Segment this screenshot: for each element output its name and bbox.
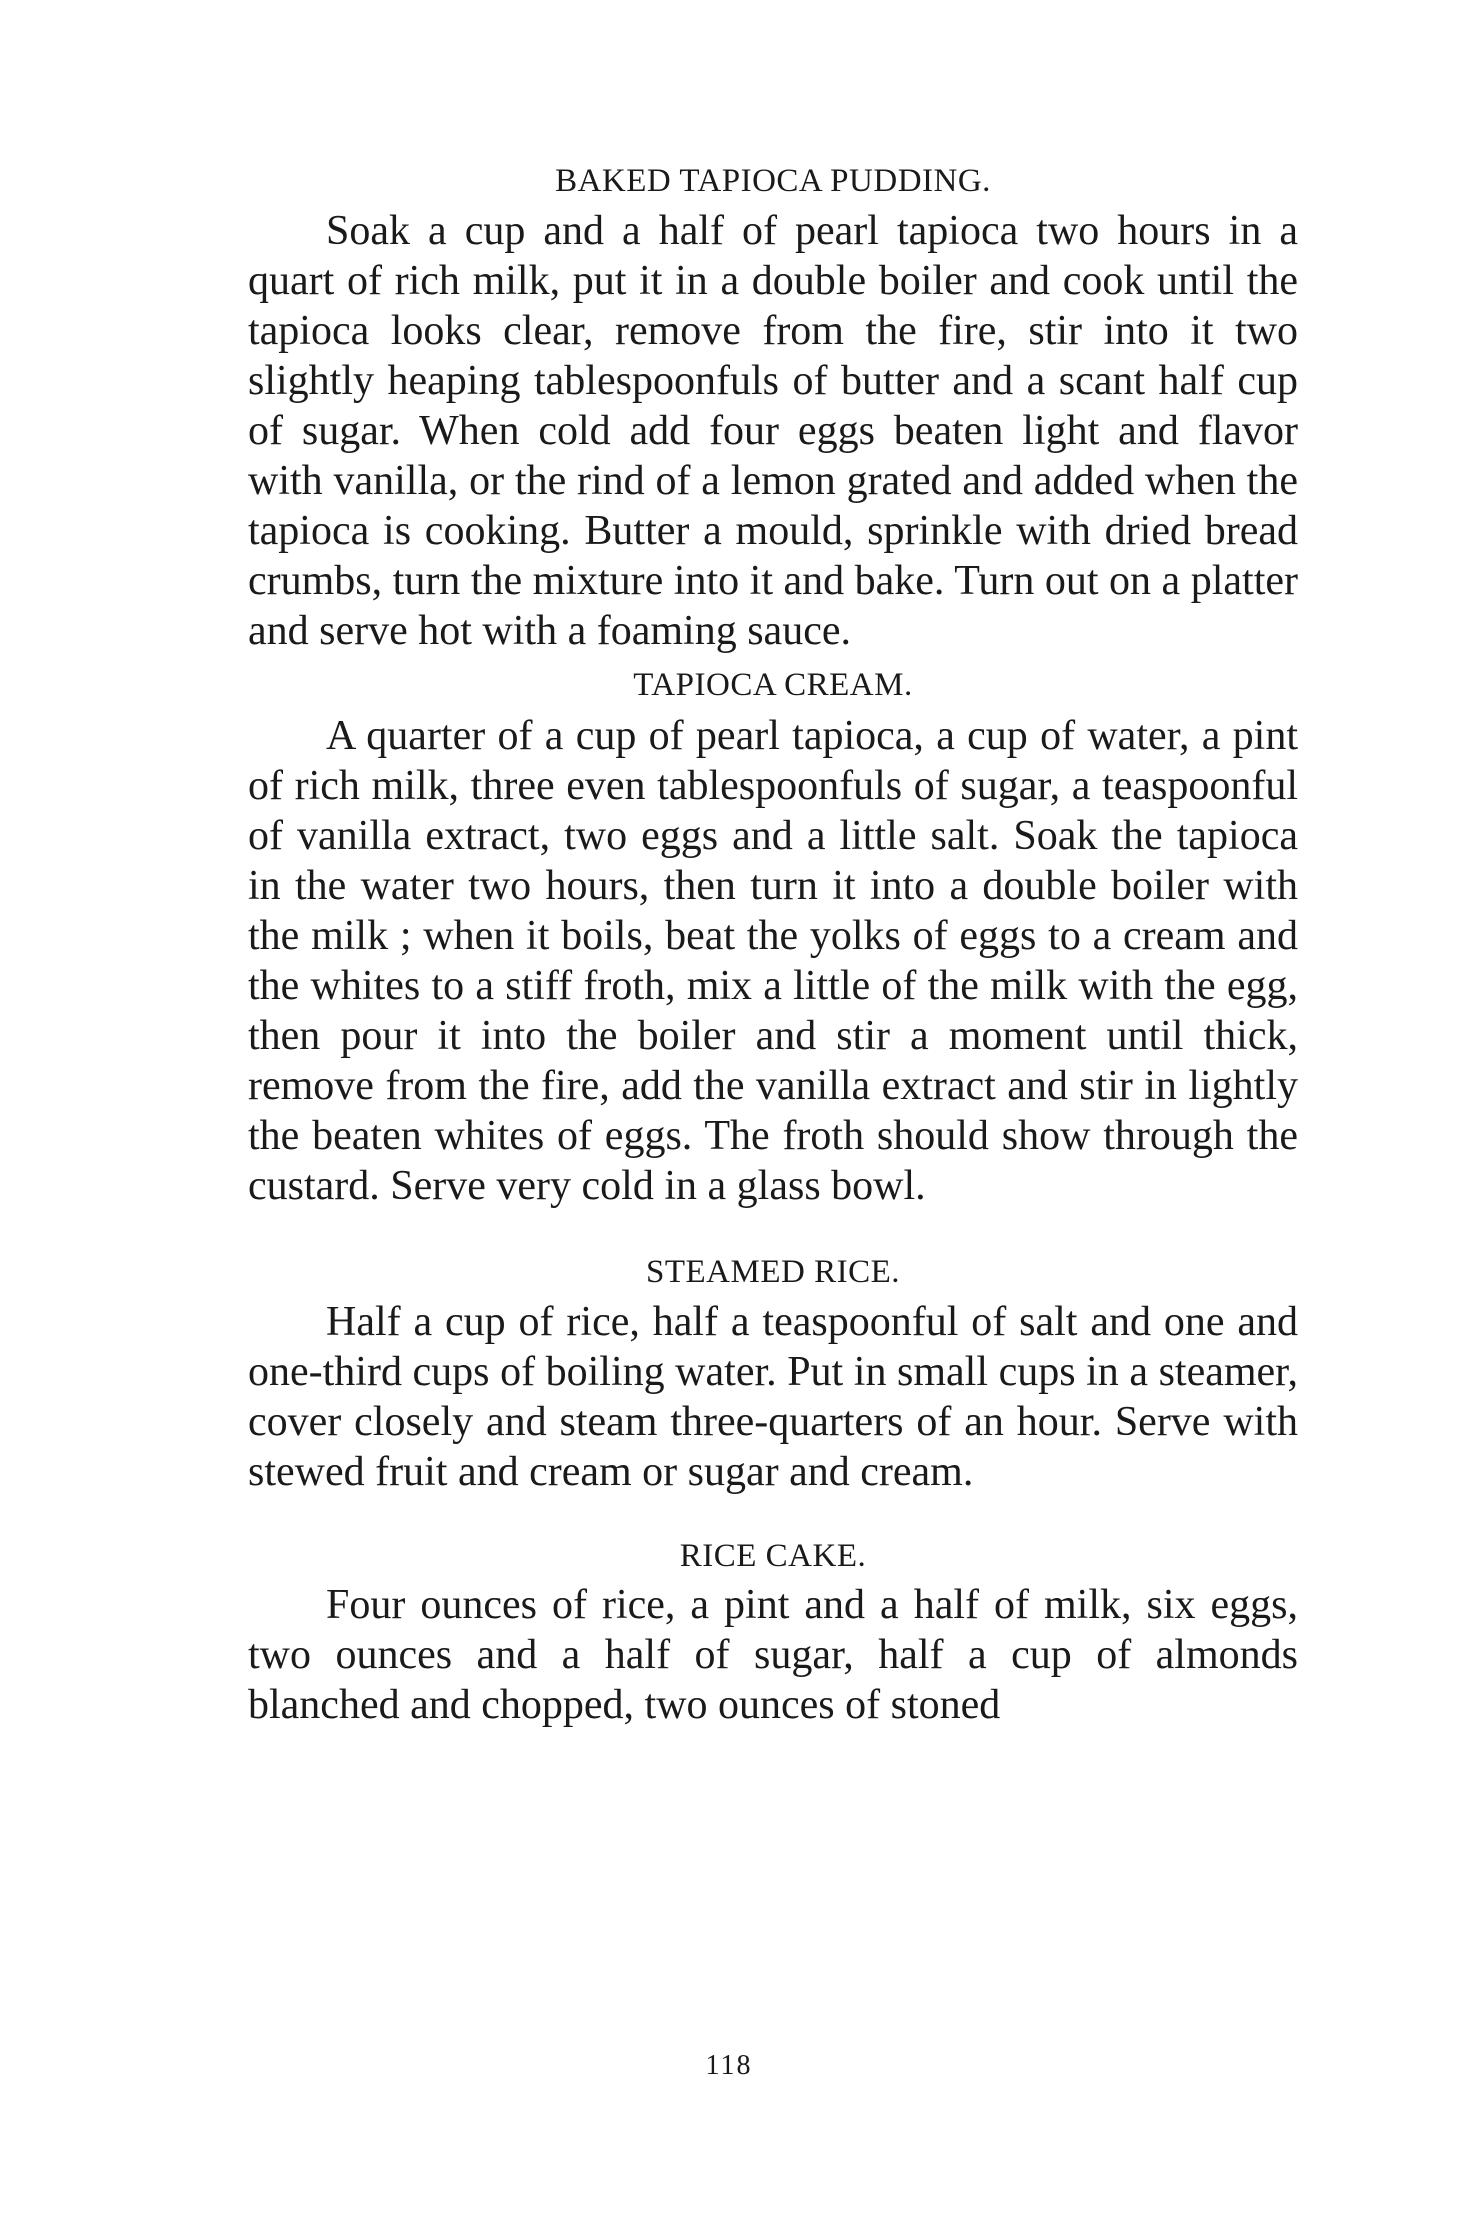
- recipe-text-baked-tapioca-pudding: Soak a cup and a half of pearl tapioca two hours in a quart of rich milk, put it in a double boiler and cook until the tapioca looks clear, remove from the fire, stir into it two slightly heaping tablespoonfuls of butter and a scant half cup of sugar. When cold add four eggs beaten light and flavor with vanilla, or the rind of a lemon grated and added when the tapioca is cooking. Butter a mould, sprinkle with dried bread crumbs, turn the mixture into it and bake. Turn out on a platter and serve hot with a foaming sauce.: [248, 207, 1298, 654]
- section-heading-steamed-rice: STEAMED RICE.: [646, 1254, 900, 1291]
- page-number: 118: [705, 2050, 753, 2081]
- recipe-text-tapioca-cream: A quarter of a cup of pearl tapioca, a cup of water, a pint of rich milk, three even tablespoonfuls of sugar, a teaspoonful of vanilla extract, two eggs and a little salt. Soak the tapioca in the water two hours, then turn it into a double boiler with the milk ; when it boils, beat the yolks of eggs to a cream and the whites to a stiff froth, mix a little of the milk with the egg, then pour it into the boiler and stir a moment until thick, remove from the fire, add the vanilla extract and stir in lightly the beaten whites of eggs. The froth should show through the custard. Serve very cold in a glass bowl.: [248, 713, 1298, 1210]
- section-heading-rice-cake: RICE CAKE.: [679, 1537, 867, 1574]
- book-page: [248, 150, 1298, 1730]
- section-heading-tapioca-cream: TAPIOCA CREAM.: [633, 666, 913, 703]
- section-heading-baked-tapioca-pudding: BAKED TAPIOCA PUDDING.: [555, 163, 991, 199]
- recipe-text-rice-cake: Four ounces of rice, a pint and a half of milk, six eggs, two ounces and a half of sugar, half a cup of almonds blanched and chopped, two ounces of stoned: [248, 1582, 1298, 1729]
- recipe-text-steamed-rice: Half a cup of rice, half a teaspoonful of salt and one and one-third cups of boiling water. Put in small cups in a steamer, cover closely and steam three-quarters of an hour. Serve with stewed fruit and cream or sugar and cream.: [248, 1298, 1298, 1495]
